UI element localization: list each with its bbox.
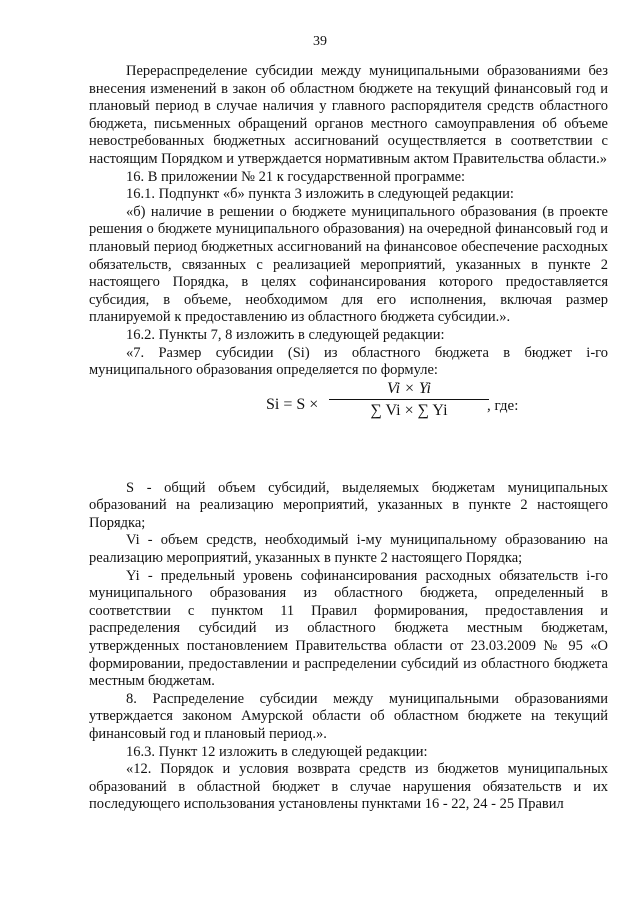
document-body	[89, 63, 608, 814]
paragraph-def-vi: Vi - объем средств, необходимый i-му муниципальному образованию на реализацию мероприятий, указанных в пункте 2 настоящего Порядка;	[89, 532, 608, 567]
blank-space	[89, 446, 608, 480]
paragraph-item-16: 16. В приложении № 21 к государственной программе:	[126, 168, 466, 185]
paragraph-def-yi: Yi - предельный уровень софинансирования расходных обязательств i-го муниципального образования из областного бюджета, определенный в соответствии с пунктом 11 Правил формирования, предоставления и распределения субсидий из областного бюджета местным бюджетам, утвержденных постановлением Правительства области от 23.03.2009 № 95 «О формировании, предоставлении и распределении субсидий из областного бюджета местным бюджетам.	[89, 567, 608, 690]
paragraph-def-s: S - общий объем субсидий, выделяемых бюджетам муниципальных образований на реализацию мероприятий, указанных в пункте 2 настоящего Порядка;	[89, 479, 608, 531]
paragraph-item-8: 8. Распределение субсидии между муниципальными образованиями утверждается законом Амурской области об областном бюджете на текущий финансовый год и плановый период.».	[89, 690, 608, 742]
paragraph-redistribution: Перераспределение субсидии между муниципальными образованиями без внесения изменений в закон об областном бюджете на текущий финансовый год и плановый период в случае наличия у главного распорядителя средств областного бюджета, письменных обращений органов местного самоуправления об объеме невостребованных бюджетных ассигнований осуществляется в соответствии с настоящим Порядком и утверждается нормативным актом Правительства области.»	[89, 63, 608, 167]
paragraph-item-7: «7. Размер субсидии (Si) из областного бюджета в бюджет i-го муниципального образования определяется по формуле:	[89, 344, 608, 379]
subsidy-formula	[89, 380, 608, 446]
paragraph-item-16-2: 16.2. Пункты 7, 8 изложить в следующей редакции:	[126, 326, 445, 343]
paragraph-item-16-1: 16.1. Подпункт «б» пункта 3 изложить в следующей редакции:	[126, 186, 514, 203]
formula-lhs: Si = S ×	[266, 395, 319, 413]
formula-numerator: Vi × Yi	[329, 380, 489, 401]
formula-fraction	[329, 380, 489, 420]
formula-denominator: ∑ Vi × ∑ Yi	[370, 402, 448, 420]
page-number: 39	[313, 34, 327, 49]
formula-tail: , где:	[487, 397, 519, 414]
paragraph-item-12: «12. Порядок и условия возврата средств из бюджетов муниципальных образований в областной бюджет в случае нарушения обязательств и их последующего использования установлены пунктами 16 - 22, 24 - 25 Правил	[89, 761, 608, 813]
paragraph-subitem-b: «б) наличие в решении о бюджете муниципального образования (в проекте решения о бюджете муниципального образования) на очередной финансовый год и плановый период бюджетных ассигнований на финансовое обеспечение расходных обязательств, связанных с реализацией мероприятий, указанных в пункте 2 настоящего Порядка, в целях софинансирования которого предоставляется субсидия, в объеме, необходимом для его исполнения, включая размер планируемой к предоставлению из областного бюджета субсидии.».	[89, 203, 608, 326]
paragraph-item-16-3: 16.3. Пункт 12 изложить в следующей редакции:	[126, 743, 428, 760]
